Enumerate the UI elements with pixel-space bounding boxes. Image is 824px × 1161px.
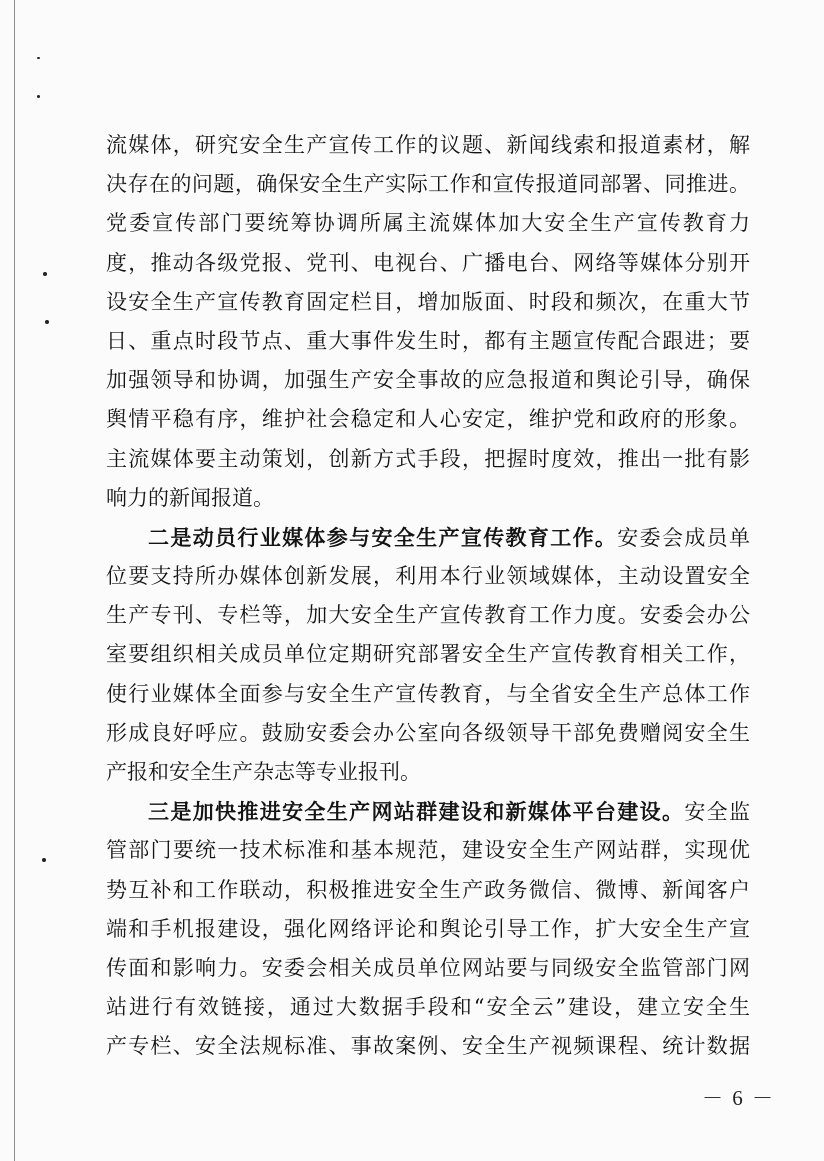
text-line: 传面和影响力。安委会相关成员单位网站要与同级安全监管部门网	[106, 955, 750, 980]
paragraph-first-line	[106, 792, 750, 831]
paragraph-heading: 三是加快推进安全生产网站群建设和新媒体平台建设。	[148, 799, 685, 825]
text-line: 主流媒体要主动策划，创新方式手段，把握时度效，推出一批有影	[106, 446, 750, 471]
scan-speck	[42, 858, 46, 862]
text-line: 决存在的问题，确保安全生产实际工作和宣传报道同部署、同推进。	[106, 172, 750, 197]
scan-speck	[45, 320, 49, 324]
text-line: 加强领导和协调，加强生产安全事故的应急报道和舆论引导，确保	[106, 368, 750, 393]
paragraph-first-line	[106, 518, 750, 557]
text-line: 设安全生产宣传教育固定栏目，增加版面、时段和频次，在重大节	[106, 289, 750, 314]
binding-edge-line	[14, 0, 15, 1161]
text-line: 使行业媒体全面参与安全生产宣传教育，与全省安全生产总体工作	[106, 681, 750, 706]
text-line: 端和手机报建设，强化网络评论和舆论引导工作，扩大安全生产宣	[106, 916, 750, 941]
paragraph-heading: 二是动员行业媒体参与安全生产宣传教育工作。	[148, 524, 618, 550]
scan-speck	[43, 272, 47, 276]
text-line: 室要组织相关成员单位定期研究部署安全生产宣传教育相关工作，	[106, 642, 750, 667]
scan-speck	[37, 95, 40, 98]
text-line: 党委宣传部门要统筹协调所属主流媒体加大安全生产宣传教育力	[106, 211, 750, 236]
page-number: － 6 －	[702, 1086, 775, 1110]
text-line: 形成良好呼应。鼓励安委会办公室向各级领导干部免费赠阅安全生	[106, 720, 750, 745]
text-run: 安委会成员单	[617, 525, 751, 550]
text-line: 度，推动各级党报、党刊、电视台、广播电台、网络等媒体分别开	[106, 250, 750, 275]
scan-speck	[37, 57, 40, 59]
text-line: 日、重点时段节点、重大事件发生时，都有主题宣传配合跟进；要	[106, 328, 750, 353]
text-line: 管部门要统一技术标准和基本规范，建设安全生产网站群，实现优	[106, 838, 750, 863]
text-line: 站进行有效链接，通过大数据手段和“安全云”建设，建立安全生	[106, 995, 750, 1020]
text-line: 产报和安全生产杂志等专业报刊。	[106, 760, 421, 784]
text-line: 舆情平稳有序，维护社会稳定和人心安定，维护党和政府的形象。	[106, 407, 750, 432]
text-line: 响力的新闻报道。	[106, 485, 274, 510]
document-body	[106, 126, 750, 1067]
text-line: 生产专刊、专栏等，加大安全生产宣传教育工作力度。安委会办公	[106, 603, 750, 628]
text-line: 流媒体，研究安全生产宣传工作的议题、新闻线索和报道素材，解	[106, 133, 750, 157]
text-run: 安全监	[684, 800, 751, 825]
text-line: 产专栏、安全法规标准、事故案例、安全生产视频课程、统计数据	[106, 1034, 750, 1059]
text-line: 位要支持所办媒体创新发展，利用本行业领域媒体，主动设置安全	[106, 564, 750, 589]
text-line: 势互补和工作联动，积极推进安全生产政务微信、微博、新闻客户	[106, 877, 750, 902]
